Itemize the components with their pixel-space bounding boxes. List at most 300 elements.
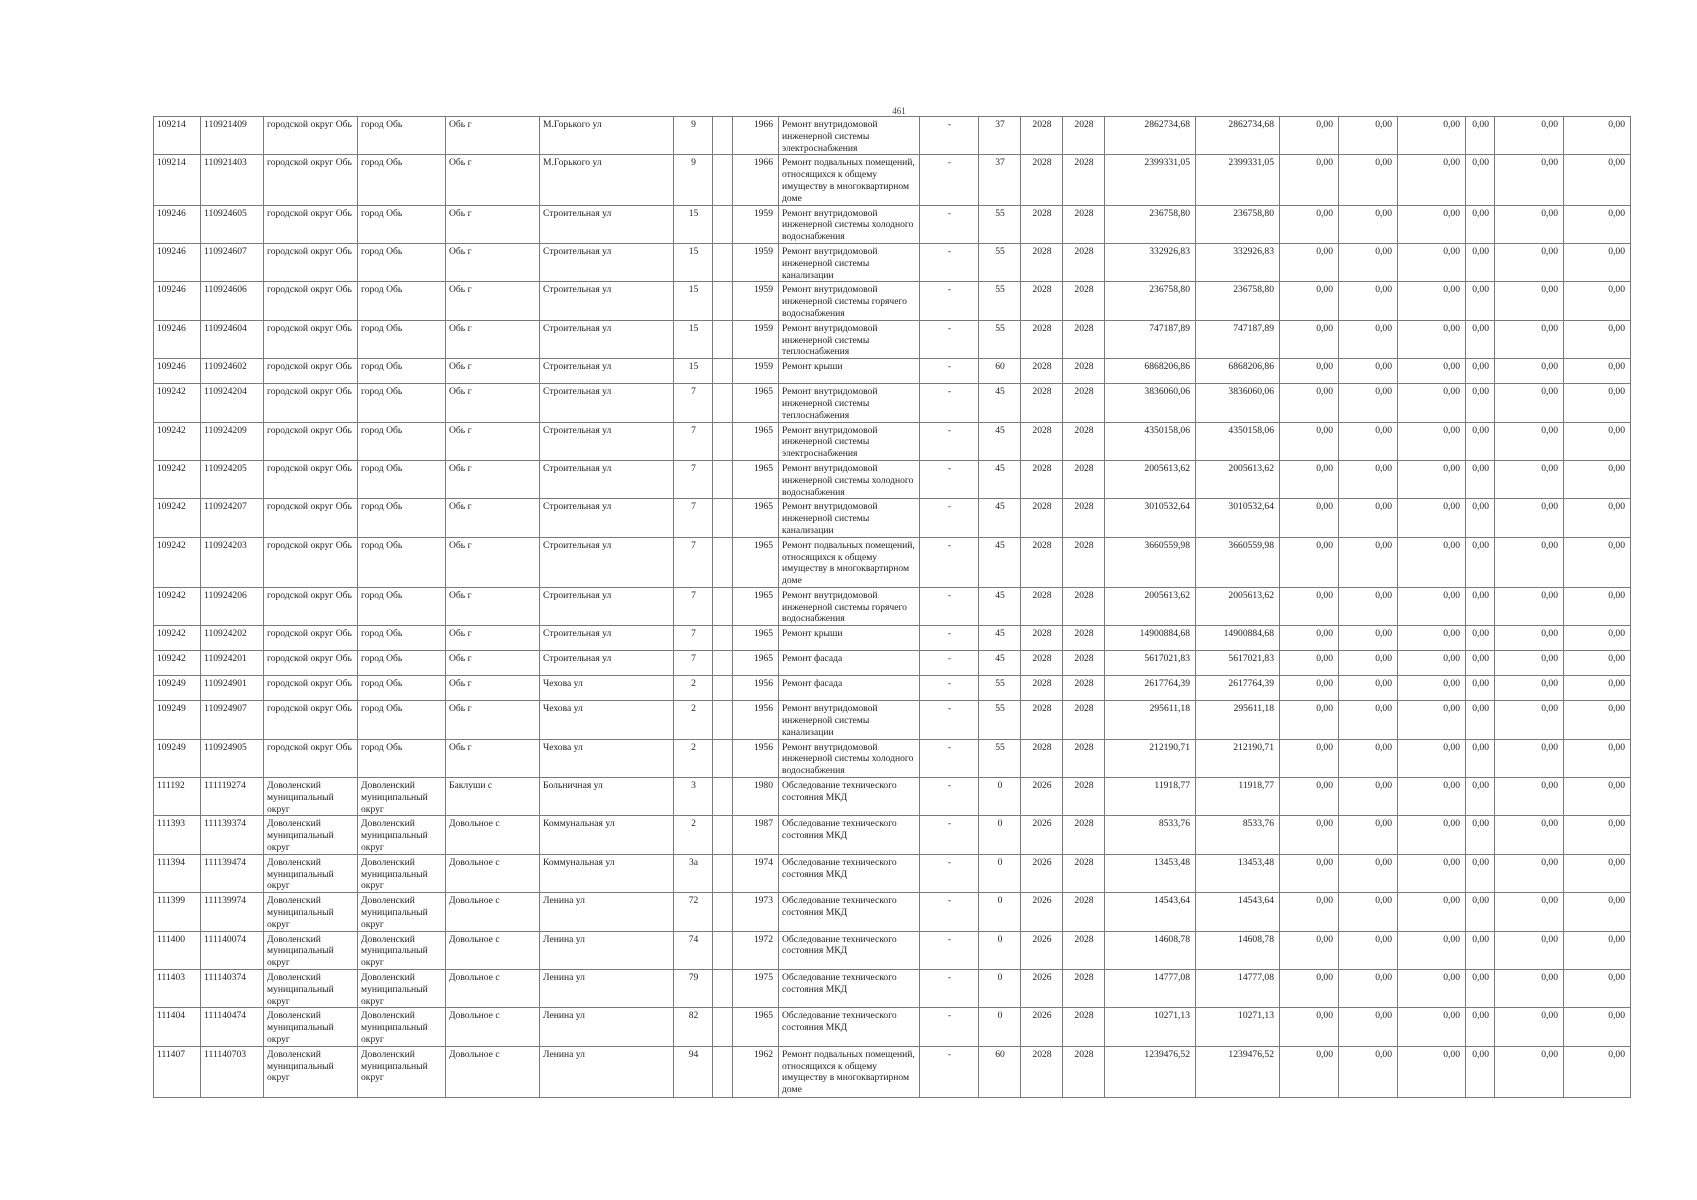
cell-locality: Обь г — [446, 384, 540, 422]
cell-cost-col-22: 0,00 — [1564, 816, 1631, 854]
cell-work-id: 110924201 — [201, 651, 264, 676]
cell-cost-col-18: 0,00 — [1339, 1046, 1398, 1097]
cell-cost-col-21: 0,00 — [1495, 676, 1564, 701]
cell-cost-col-21: 0,00 — [1495, 970, 1564, 1008]
cell-cost-fund: 10271,13 — [1196, 1008, 1280, 1046]
cell-cost-col-18: 0,00 — [1339, 739, 1398, 777]
cell-cost-col-20: 0,00 — [1466, 778, 1495, 816]
cell-cost-col-22: 0,00 — [1564, 626, 1631, 651]
cell-building — [713, 778, 733, 816]
cell-building — [713, 359, 733, 384]
cell-cost-col-20: 0,00 — [1466, 676, 1495, 701]
cell-work-type: Ремонт внутридомовой инженерной системы канализации — [779, 701, 920, 739]
cell-work-id: 110921409 — [201, 117, 264, 155]
cell-year-built: 1965 — [733, 587, 779, 625]
cell-house-number: 15 — [674, 359, 713, 384]
cell-cost-fund: 6868206,86 — [1196, 359, 1280, 384]
cell-year-start: 2028 — [1021, 739, 1063, 777]
cell-cost-col-22: 0,00 — [1564, 205, 1631, 243]
table-row — [154, 1008, 1631, 1046]
cell-municipality: городской округ Обь — [264, 739, 358, 777]
cell-cost-col-18: 0,00 — [1339, 701, 1398, 739]
cell-house-id: 109246 — [154, 205, 201, 243]
cell-cost-col-21: 0,00 — [1495, 117, 1564, 155]
cell-wear-percent: 37 — [979, 117, 1021, 155]
cell-house-number: 3а — [674, 854, 713, 892]
cell-work-type: Ремонт фасада — [779, 676, 920, 701]
cell-work-type: Обследование технического состояния МКД — [779, 970, 920, 1008]
cell-work-id: 110924605 — [201, 205, 264, 243]
cell-street: Коммунальная ул — [540, 854, 674, 892]
cell-extra: - — [920, 676, 979, 701]
cell-locality: Довольное с — [446, 1046, 540, 1097]
cell-cost-col-21: 0,00 — [1495, 931, 1564, 969]
cell-work-id: 110924209 — [201, 422, 264, 460]
cell-cost-col-21: 0,00 — [1495, 537, 1564, 587]
cell-year-end: 2028 — [1063, 155, 1105, 205]
cell-locality: Довольное с — [446, 854, 540, 892]
cell-year-end: 2028 — [1063, 778, 1105, 816]
cell-work-id: 110924607 — [201, 243, 264, 281]
cell-year-end: 2028 — [1063, 1046, 1105, 1097]
cell-work-type: Ремонт внутридомовой инженерной системы канализации — [779, 243, 920, 281]
cell-wear-percent: 45 — [979, 537, 1021, 587]
cell-wear-percent: 55 — [979, 701, 1021, 739]
cell-cost-col-17: 0,00 — [1280, 320, 1339, 358]
cell-cost-col-18: 0,00 — [1339, 422, 1398, 460]
cell-cost-col-20: 0,00 — [1466, 537, 1495, 587]
cell-work-id: 110924905 — [201, 739, 264, 777]
cell-year-start: 2028 — [1021, 587, 1063, 625]
cell-cost-col-22: 0,00 — [1564, 676, 1631, 701]
cell-cost-col-21: 0,00 — [1495, 701, 1564, 739]
cell-cost-col-20: 0,00 — [1466, 587, 1495, 625]
cell-year-start: 2026 — [1021, 970, 1063, 1008]
cell-cost-col-22: 0,00 — [1564, 739, 1631, 777]
cell-work-type: Ремонт внутридомовой инженерной системы холодного водоснабжения — [779, 205, 920, 243]
cell-cost-total: 14543,64 — [1105, 893, 1196, 931]
table-row — [154, 499, 1631, 537]
cell-cost-total: 3010532,64 — [1105, 499, 1196, 537]
cell-year-start: 2028 — [1021, 243, 1063, 281]
cell-cost-fund: 332926,83 — [1196, 243, 1280, 281]
cell-street: Чехова ул — [540, 676, 674, 701]
table-row — [154, 626, 1631, 651]
cell-cost-col-20: 0,00 — [1466, 816, 1495, 854]
cell-municipality: городской округ Обь — [264, 676, 358, 701]
cell-municipality: Доволенский муниципальный округ — [264, 1046, 358, 1097]
table-row — [154, 854, 1631, 892]
cell-year-end: 2028 — [1063, 739, 1105, 777]
cell-work-type: Ремонт подвальных помещений, относящихся к общему имуществу в многоквартирном доме — [779, 1046, 920, 1097]
cell-building — [713, 626, 733, 651]
cell-cost-col-18: 0,00 — [1339, 778, 1398, 816]
cell-cost-total: 2617764,39 — [1105, 676, 1196, 701]
cell-extra: - — [920, 816, 979, 854]
cell-cost-total: 3836060,06 — [1105, 384, 1196, 422]
cell-house-number: 7 — [674, 499, 713, 537]
cell-year-end: 2028 — [1063, 893, 1105, 931]
cell-house-number: 94 — [674, 1046, 713, 1097]
cell-cost-col-19: 0,00 — [1398, 384, 1466, 422]
cell-locality: Обь г — [446, 701, 540, 739]
table-row — [154, 1046, 1631, 1097]
cell-year-end: 2028 — [1063, 384, 1105, 422]
cell-cost-col-21: 0,00 — [1495, 854, 1564, 892]
cell-cost-col-19: 0,00 — [1398, 320, 1466, 358]
cell-cost-total: 14608,78 — [1105, 931, 1196, 969]
cell-municipality: Доволенский муниципальный округ — [264, 970, 358, 1008]
cell-cost-col-21: 0,00 — [1495, 651, 1564, 676]
cell-year-built: 1956 — [733, 701, 779, 739]
cell-wear-percent: 0 — [979, 931, 1021, 969]
cell-cost-fund: 2617764,39 — [1196, 676, 1280, 701]
cell-year-start: 2028 — [1021, 499, 1063, 537]
cell-wear-percent: 55 — [979, 205, 1021, 243]
cell-locality: Обь г — [446, 359, 540, 384]
cell-cost-col-21: 0,00 — [1495, 587, 1564, 625]
cell-street: Ленина ул — [540, 893, 674, 931]
cell-house-number: 79 — [674, 970, 713, 1008]
cell-cost-col-20: 0,00 — [1466, 117, 1495, 155]
cell-building — [713, 117, 733, 155]
cell-house-number: 9 — [674, 155, 713, 205]
cell-work-type: Ремонт фасада — [779, 651, 920, 676]
cell-house-id: 109214 — [154, 155, 201, 205]
cell-wear-percent: 60 — [979, 359, 1021, 384]
cell-settlement: Доволенский муниципальный округ — [358, 816, 446, 854]
cell-municipality: городской округ Обь — [264, 282, 358, 320]
cell-street: Чехова ул — [540, 739, 674, 777]
cell-building — [713, 931, 733, 969]
cell-cost-col-20: 0,00 — [1466, 931, 1495, 969]
cell-work-id: 110924606 — [201, 282, 264, 320]
cell-cost-col-20: 0,00 — [1466, 739, 1495, 777]
cell-cost-col-19: 0,00 — [1398, 701, 1466, 739]
cell-cost-col-18: 0,00 — [1339, 1008, 1398, 1046]
cell-cost-fund: 8533,76 — [1196, 816, 1280, 854]
cell-locality: Обь г — [446, 243, 540, 281]
cell-building — [713, 739, 733, 777]
cell-year-end: 2028 — [1063, 117, 1105, 155]
cell-locality: Довольное с — [446, 1008, 540, 1046]
cell-cost-col-19: 0,00 — [1398, 854, 1466, 892]
cell-cost-col-19: 0,00 — [1398, 651, 1466, 676]
cell-cost-col-18: 0,00 — [1339, 320, 1398, 358]
cell-cost-col-22: 0,00 — [1564, 778, 1631, 816]
table-row — [154, 537, 1631, 587]
cell-cost-col-20: 0,00 — [1466, 893, 1495, 931]
cell-cost-col-22: 0,00 — [1564, 1008, 1631, 1046]
cell-year-end: 2028 — [1063, 701, 1105, 739]
cell-extra: - — [920, 701, 979, 739]
cell-building — [713, 701, 733, 739]
cell-street: Строительная ул — [540, 460, 674, 498]
cell-house-number: 7 — [674, 626, 713, 651]
cell-extra: - — [920, 893, 979, 931]
cell-cost-fund: 212190,71 — [1196, 739, 1280, 777]
cell-settlement: город Обь — [358, 587, 446, 625]
table-row — [154, 359, 1631, 384]
cell-cost-col-20: 0,00 — [1466, 155, 1495, 205]
cell-building — [713, 422, 733, 460]
cell-extra: - — [920, 931, 979, 969]
cell-cost-col-19: 0,00 — [1398, 676, 1466, 701]
cell-extra: - — [920, 1046, 979, 1097]
cell-cost-total: 14777,08 — [1105, 970, 1196, 1008]
table-row — [154, 243, 1631, 281]
cell-work-id: 111140374 — [201, 970, 264, 1008]
cell-cost-col-21: 0,00 — [1495, 243, 1564, 281]
cell-cost-col-17: 0,00 — [1280, 931, 1339, 969]
cell-locality: Обь г — [446, 499, 540, 537]
cell-house-id: 109242 — [154, 499, 201, 537]
cell-work-type: Ремонт крыши — [779, 626, 920, 651]
cell-cost-col-22: 0,00 — [1564, 499, 1631, 537]
cell-settlement: город Обь — [358, 320, 446, 358]
cell-cost-col-20: 0,00 — [1466, 626, 1495, 651]
cell-wear-percent: 55 — [979, 320, 1021, 358]
cell-municipality: городской округ Обь — [264, 499, 358, 537]
cell-cost-col-17: 0,00 — [1280, 460, 1339, 498]
cell-cost-col-19: 0,00 — [1398, 205, 1466, 243]
cell-cost-col-20: 0,00 — [1466, 205, 1495, 243]
cell-year-built: 1965 — [733, 651, 779, 676]
cell-house-id: 111399 — [154, 893, 201, 931]
cell-work-id: 110924203 — [201, 537, 264, 587]
cell-building — [713, 320, 733, 358]
cell-cost-col-17: 0,00 — [1280, 739, 1339, 777]
cell-cost-col-17: 0,00 — [1280, 701, 1339, 739]
cell-cost-col-17: 0,00 — [1280, 651, 1339, 676]
cell-street: Строительная ул — [540, 282, 674, 320]
cell-cost-col-18: 0,00 — [1339, 243, 1398, 281]
cell-cost-col-17: 0,00 — [1280, 1046, 1339, 1097]
cell-house-number: 2 — [674, 816, 713, 854]
cell-cost-col-17: 0,00 — [1280, 970, 1339, 1008]
cell-year-built: 1965 — [733, 626, 779, 651]
cell-work-id: 111139374 — [201, 816, 264, 854]
cell-cost-col-21: 0,00 — [1495, 282, 1564, 320]
cell-building — [713, 460, 733, 498]
cell-settlement: город Обь — [358, 499, 446, 537]
cell-work-type: Ремонт внутридомовой инженерной системы горячего водоснабжения — [779, 587, 920, 625]
cell-work-type: Ремонт внутридомовой инженерной системы холодного водоснабжения — [779, 460, 920, 498]
cell-cost-total: 8533,76 — [1105, 816, 1196, 854]
cell-house-id: 109249 — [154, 676, 201, 701]
cell-year-end: 2028 — [1063, 460, 1105, 498]
cell-cost-col-17: 0,00 — [1280, 676, 1339, 701]
cell-building — [713, 537, 733, 587]
cell-year-start: 2026 — [1021, 854, 1063, 892]
cell-municipality: городской округ Обь — [264, 155, 358, 205]
cell-year-end: 2028 — [1063, 931, 1105, 969]
table-row — [154, 816, 1631, 854]
cell-settlement: город Обь — [358, 701, 446, 739]
cell-cost-col-21: 0,00 — [1495, 422, 1564, 460]
cell-year-end: 2028 — [1063, 676, 1105, 701]
cell-cost-col-21: 0,00 — [1495, 816, 1564, 854]
cell-cost-col-18: 0,00 — [1339, 205, 1398, 243]
cell-cost-col-22: 0,00 — [1564, 970, 1631, 1008]
cell-municipality: городской округ Обь — [264, 537, 358, 587]
cell-cost-col-21: 0,00 — [1495, 1046, 1564, 1097]
cell-locality: Обь г — [446, 626, 540, 651]
cell-building — [713, 243, 733, 281]
cell-cost-total: 236758,80 — [1105, 205, 1196, 243]
cell-year-start: 2028 — [1021, 1046, 1063, 1097]
cell-settlement: город Обь — [358, 626, 446, 651]
cell-extra: - — [920, 384, 979, 422]
cell-cost-col-19: 0,00 — [1398, 282, 1466, 320]
cell-cost-col-20: 0,00 — [1466, 320, 1495, 358]
cell-cost-fund: 2399331,05 — [1196, 155, 1280, 205]
cell-house-id: 111394 — [154, 854, 201, 892]
table-row — [154, 778, 1631, 816]
cell-municipality: Доволенский муниципальный округ — [264, 893, 358, 931]
cell-work-id: 110924901 — [201, 676, 264, 701]
cell-building — [713, 155, 733, 205]
cell-cost-total: 4350158,06 — [1105, 422, 1196, 460]
cell-cost-fund: 3660559,98 — [1196, 537, 1280, 587]
table-row — [154, 587, 1631, 625]
cell-work-type: Ремонт внутридомовой инженерной системы электроснабжения — [779, 117, 920, 155]
cell-cost-col-22: 0,00 — [1564, 243, 1631, 281]
cell-cost-fund: 295611,18 — [1196, 701, 1280, 739]
cell-cost-col-19: 0,00 — [1398, 155, 1466, 205]
cell-house-number: 2 — [674, 701, 713, 739]
cell-cost-col-21: 0,00 — [1495, 359, 1564, 384]
cell-locality: Обь г — [446, 739, 540, 777]
cell-cost-fund: 747187,89 — [1196, 320, 1280, 358]
cell-house-id: 109242 — [154, 384, 201, 422]
cell-cost-col-22: 0,00 — [1564, 931, 1631, 969]
cell-work-type: Ремонт внутридомовой инженерной системы канализации — [779, 499, 920, 537]
cell-cost-col-18: 0,00 — [1339, 117, 1398, 155]
cell-locality: Баклуши с — [446, 778, 540, 816]
cell-building — [713, 651, 733, 676]
cell-work-type: Ремонт внутридомовой инженерной системы горячего водоснабжения — [779, 282, 920, 320]
cell-extra: - — [920, 460, 979, 498]
cell-cost-col-18: 0,00 — [1339, 587, 1398, 625]
table-row — [154, 282, 1631, 320]
cell-wear-percent: 45 — [979, 587, 1021, 625]
cell-municipality: Доволенский муниципальный округ — [264, 816, 358, 854]
cell-cost-total: 332926,83 — [1105, 243, 1196, 281]
cell-year-built: 1966 — [733, 155, 779, 205]
cell-cost-col-20: 0,00 — [1466, 1046, 1495, 1097]
cell-locality: Обь г — [446, 460, 540, 498]
cell-year-start: 2026 — [1021, 893, 1063, 931]
cell-house-number: 7 — [674, 384, 713, 422]
capital-repair-table — [153, 116, 1631, 1098]
cell-wear-percent: 55 — [979, 243, 1021, 281]
cell-year-start: 2028 — [1021, 701, 1063, 739]
cell-cost-col-20: 0,00 — [1466, 854, 1495, 892]
cell-cost-col-21: 0,00 — [1495, 739, 1564, 777]
cell-year-end: 2028 — [1063, 359, 1105, 384]
cell-wear-percent: 45 — [979, 626, 1021, 651]
table-row — [154, 970, 1631, 1008]
cell-street: Строительная ул — [540, 422, 674, 460]
cell-street: Строительная ул — [540, 537, 674, 587]
cell-cost-col-20: 0,00 — [1466, 651, 1495, 676]
cell-year-end: 2028 — [1063, 626, 1105, 651]
cell-wear-percent: 0 — [979, 1008, 1021, 1046]
cell-cost-col-19: 0,00 — [1398, 243, 1466, 281]
cell-cost-total: 295611,18 — [1105, 701, 1196, 739]
cell-cost-col-19: 0,00 — [1398, 460, 1466, 498]
cell-cost-col-20: 0,00 — [1466, 282, 1495, 320]
cell-locality: Обь г — [446, 676, 540, 701]
cell-cost-col-17: 0,00 — [1280, 854, 1339, 892]
cell-cost-col-18: 0,00 — [1339, 816, 1398, 854]
cell-cost-col-20: 0,00 — [1466, 384, 1495, 422]
cell-settlement: город Обь — [358, 537, 446, 587]
cell-cost-col-22: 0,00 — [1564, 320, 1631, 358]
cell-wear-percent: 0 — [979, 854, 1021, 892]
cell-building — [713, 205, 733, 243]
cell-locality: Обь г — [446, 422, 540, 460]
cell-street: Строительная ул — [540, 384, 674, 422]
cell-year-built: 1966 — [733, 117, 779, 155]
cell-street: Ленина ул — [540, 1046, 674, 1097]
cell-year-built: 1965 — [733, 460, 779, 498]
cell-year-built: 1973 — [733, 893, 779, 931]
cell-year-end: 2028 — [1063, 854, 1105, 892]
cell-house-id: 109214 — [154, 117, 201, 155]
cell-extra: - — [920, 499, 979, 537]
cell-cost-col-17: 0,00 — [1280, 205, 1339, 243]
cell-year-end: 2028 — [1063, 243, 1105, 281]
cell-work-id: 111119274 — [201, 778, 264, 816]
cell-cost-col-21: 0,00 — [1495, 778, 1564, 816]
cell-cost-fund: 13453,48 — [1196, 854, 1280, 892]
cell-locality: Обь г — [446, 205, 540, 243]
cell-cost-col-21: 0,00 — [1495, 460, 1564, 498]
cell-building — [713, 1008, 733, 1046]
cell-wear-percent: 45 — [979, 499, 1021, 537]
cell-building — [713, 282, 733, 320]
cell-cost-col-22: 0,00 — [1564, 651, 1631, 676]
cell-cost-fund: 2005613,62 — [1196, 460, 1280, 498]
cell-cost-total: 3660559,98 — [1105, 537, 1196, 587]
cell-extra: - — [920, 320, 979, 358]
cell-house-id: 109246 — [154, 359, 201, 384]
cell-municipality: городской округ Обь — [264, 384, 358, 422]
cell-street: М.Горького ул — [540, 155, 674, 205]
cell-house-id: 109242 — [154, 537, 201, 587]
cell-cost-col-18: 0,00 — [1339, 155, 1398, 205]
cell-settlement: город Обь — [358, 676, 446, 701]
cell-house-number: 74 — [674, 931, 713, 969]
cell-year-start: 2028 — [1021, 460, 1063, 498]
cell-street: Строительная ул — [540, 320, 674, 358]
cell-cost-fund: 14900884,68 — [1196, 626, 1280, 651]
cell-house-number: 15 — [674, 282, 713, 320]
cell-year-start: 2028 — [1021, 384, 1063, 422]
cell-extra: - — [920, 155, 979, 205]
cell-year-end: 2028 — [1063, 816, 1105, 854]
cell-settlement: Доволенский муниципальный округ — [358, 854, 446, 892]
cell-cost-total: 14900884,68 — [1105, 626, 1196, 651]
cell-house-number: 82 — [674, 1008, 713, 1046]
cell-municipality: городской округ Обь — [264, 320, 358, 358]
cell-municipality: городской округ Обь — [264, 651, 358, 676]
cell-work-id: 110924207 — [201, 499, 264, 537]
cell-settlement: город Обь — [358, 384, 446, 422]
cell-cost-col-17: 0,00 — [1280, 587, 1339, 625]
